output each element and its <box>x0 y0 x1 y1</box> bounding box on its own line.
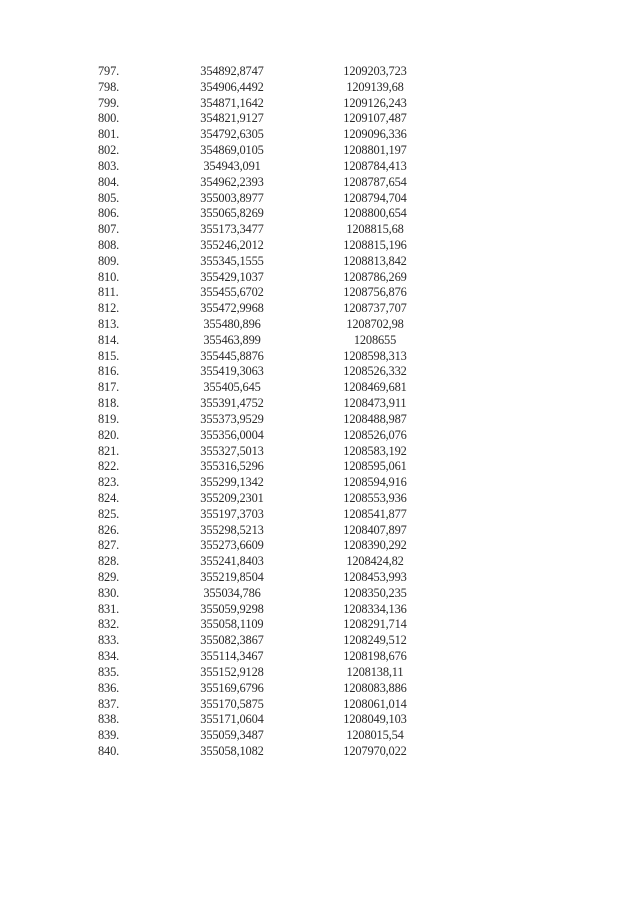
column-gap <box>272 80 334 96</box>
table-row <box>98 491 416 507</box>
x-coordinate-cell: 355345,1555 <box>200 253 264 268</box>
column-gap <box>272 238 334 254</box>
column-gap <box>272 475 334 491</box>
table-row <box>98 143 416 159</box>
y-coordinate-cell: 1208541,877 <box>343 506 407 521</box>
column-gap <box>272 159 334 175</box>
point-number-cell: 835. <box>98 664 120 679</box>
point-number-cell: 837. <box>98 696 120 711</box>
point-number-cell: 818. <box>98 396 120 411</box>
y-coordinate-cell: 1208787,654 <box>343 174 407 189</box>
x-coordinate-cell: 355059,3487 <box>200 728 264 743</box>
point-number-cell: 816. <box>98 364 120 379</box>
column-gap <box>272 222 334 238</box>
x-coordinate-cell: 355003,8977 <box>200 190 264 205</box>
column-gap <box>272 96 334 112</box>
point-number-cell: 799. <box>98 95 120 110</box>
point-number-cell: 806. <box>98 206 120 221</box>
x-coordinate-cell: 355316,5296 <box>200 459 264 474</box>
table-row <box>98 523 416 539</box>
column-gap <box>272 285 334 301</box>
column-gap <box>272 317 334 333</box>
x-coordinate-cell: 355373,9529 <box>200 411 264 426</box>
point-number-cell: 802. <box>98 143 120 158</box>
y-coordinate-cell: 1208138,11 <box>346 664 404 679</box>
table-row <box>98 570 416 586</box>
point-number-cell: 823. <box>98 475 120 490</box>
x-coordinate-cell: 355065,8269 <box>200 206 264 221</box>
point-number-cell: 808. <box>98 237 120 252</box>
table-row <box>98 507 416 523</box>
y-coordinate-cell: 1208801,197 <box>343 143 407 158</box>
point-number-cell: 811. <box>98 285 119 300</box>
point-number-cell: 798. <box>98 79 120 94</box>
table-row <box>98 602 416 618</box>
point-number-cell: 828. <box>98 554 120 569</box>
column-gap <box>272 191 334 207</box>
point-number-cell: 822. <box>98 459 120 474</box>
table-row <box>98 333 416 349</box>
x-coordinate-cell: 354906,4492 <box>200 79 264 94</box>
table-row <box>98 697 416 713</box>
point-number-cell: 832. <box>98 617 120 632</box>
y-coordinate-cell: 1208553,936 <box>343 490 407 505</box>
x-coordinate-cell: 354821,9127 <box>200 111 264 126</box>
table-row <box>98 111 416 127</box>
table-row <box>98 222 416 238</box>
x-coordinate-cell: 354871,1642 <box>200 95 264 110</box>
x-coordinate-cell: 354962,2393 <box>200 174 264 189</box>
column-gap <box>272 602 334 618</box>
x-coordinate-cell: 355082,3867 <box>200 633 264 648</box>
column-gap <box>272 206 334 222</box>
table-row <box>98 712 416 728</box>
column-gap <box>272 697 334 713</box>
table-row <box>98 96 416 112</box>
table-row <box>98 364 416 380</box>
y-coordinate-cell: 1209203,723 <box>343 64 407 78</box>
column-gap <box>272 396 334 412</box>
column-gap <box>272 143 334 159</box>
y-coordinate-cell: 1208800,654 <box>343 206 407 221</box>
table-row <box>98 159 416 175</box>
point-number-cell: 838. <box>98 712 120 727</box>
table-row <box>98 617 416 633</box>
y-coordinate-cell: 1208815,196 <box>343 237 407 252</box>
x-coordinate-cell: 354892,8747 <box>200 64 264 78</box>
y-coordinate-cell: 1208655 <box>353 332 397 347</box>
table-row <box>98 412 416 428</box>
column-gap <box>272 681 334 697</box>
point-number-cell: 840. <box>98 743 120 758</box>
table-row <box>98 270 416 286</box>
y-coordinate-cell: 1209139,68 <box>346 79 404 94</box>
y-coordinate-cell: 1208526,076 <box>343 427 407 442</box>
y-coordinate-cell: 1208702,98 <box>346 317 404 331</box>
table-row <box>98 238 416 254</box>
point-number-cell: 804. <box>98 174 120 189</box>
column-gap <box>272 270 334 286</box>
point-number-cell: 839. <box>98 728 120 743</box>
y-coordinate-cell: 1208291,714 <box>343 617 407 632</box>
point-number-cell: 803. <box>98 158 120 173</box>
x-coordinate-cell: 355197,3703 <box>200 506 264 521</box>
x-coordinate-cell: 355429,1037 <box>200 269 264 284</box>
y-coordinate-cell: 1207970,022 <box>343 743 407 758</box>
point-number-cell: 812. <box>98 301 120 316</box>
y-coordinate-cell: 1208815,68 <box>346 222 404 237</box>
y-coordinate-cell: 1208249,512 <box>343 633 407 648</box>
table-row <box>98 538 416 554</box>
column-gap <box>272 412 334 428</box>
y-coordinate-cell: 1208595,061 <box>343 459 407 474</box>
point-number-cell: 814. <box>98 332 120 347</box>
x-coordinate-cell: 355480,896 <box>203 317 261 331</box>
x-coordinate-cell: 355209,2301 <box>200 490 264 505</box>
y-coordinate-cell: 1208407,897 <box>343 522 407 537</box>
point-number-cell: 827. <box>98 538 120 553</box>
column-gap <box>272 349 334 365</box>
x-coordinate-cell: 355356,0004 <box>200 427 264 442</box>
y-coordinate-cell: 1208813,842 <box>343 253 407 268</box>
point-number-cell: 830. <box>98 585 120 600</box>
y-coordinate-cell: 1208015,54 <box>346 728 404 743</box>
x-coordinate-cell: 355219,8504 <box>200 570 264 584</box>
x-coordinate-cell: 355391,4752 <box>200 396 264 411</box>
point-number-cell: 800. <box>98 111 120 126</box>
y-coordinate-cell: 1208469,681 <box>343 380 407 395</box>
x-coordinate-cell: 355152,9128 <box>200 664 264 679</box>
table-row <box>98 428 416 444</box>
table-row <box>98 349 416 365</box>
column-gap <box>272 380 334 396</box>
table-row <box>98 80 416 96</box>
table-row <box>98 459 416 475</box>
x-coordinate-cell: 354869,0105 <box>200 143 264 158</box>
y-coordinate-cell: 1208784,413 <box>343 158 407 173</box>
coordinate-table <box>98 64 416 760</box>
x-coordinate-cell: 355405,645 <box>203 380 261 395</box>
table-row <box>98 64 416 80</box>
x-coordinate-cell: 355327,5013 <box>200 443 264 458</box>
y-coordinate-cell: 1208756,876 <box>343 285 407 300</box>
column-gap <box>272 127 334 143</box>
x-coordinate-cell: 354792,6305 <box>200 127 264 142</box>
point-number-cell: 801. <box>98 127 120 142</box>
column-gap <box>272 364 334 380</box>
point-number-cell: 834. <box>98 649 120 664</box>
y-coordinate-cell: 1208737,707 <box>343 301 407 316</box>
x-coordinate-cell: 355058,1082 <box>200 743 264 758</box>
x-coordinate-cell: 355170,5875 <box>200 696 264 711</box>
column-gap <box>272 538 334 554</box>
table-row <box>98 633 416 649</box>
column-gap <box>272 523 334 539</box>
table-row <box>98 175 416 191</box>
column-gap <box>272 744 334 760</box>
y-coordinate-cell: 1208598,313 <box>343 348 407 363</box>
x-coordinate-cell: 355298,5213 <box>200 522 264 537</box>
x-coordinate-cell: 355034,786 <box>203 585 261 600</box>
point-number-cell: 836. <box>98 680 120 695</box>
coordinate-table-body <box>98 64 416 760</box>
x-coordinate-cell: 355419,3063 <box>200 364 264 379</box>
column-gap <box>272 554 334 570</box>
point-number-cell: 831. <box>98 601 120 616</box>
column-gap <box>272 111 334 127</box>
column-gap <box>272 428 334 444</box>
x-coordinate-cell: 355171,0604 <box>200 712 264 727</box>
x-coordinate-cell: 355059,9298 <box>200 601 264 616</box>
y-coordinate-cell: 1208786,269 <box>343 269 407 284</box>
y-coordinate-cell: 1208083,886 <box>343 680 407 695</box>
x-coordinate-cell: 355445,8876 <box>200 348 264 363</box>
point-number-cell: 833. <box>98 633 120 648</box>
x-coordinate-cell: 355273,6609 <box>200 538 264 553</box>
table-row <box>98 554 416 570</box>
point-number-cell: 825. <box>98 506 120 521</box>
table-row <box>98 206 416 222</box>
point-number-cell: 797. <box>98 64 120 78</box>
table-row <box>98 475 416 491</box>
x-coordinate-cell: 355246,2012 <box>200 237 264 252</box>
point-number-cell: 829. <box>98 570 120 584</box>
column-gap <box>272 175 334 191</box>
x-coordinate-cell: 355169,6796 <box>200 680 264 695</box>
x-coordinate-cell: 355455,6702 <box>200 285 264 300</box>
column-gap <box>272 586 334 602</box>
y-coordinate-cell: 1208526,332 <box>343 364 407 379</box>
point-number-cell: 815. <box>98 348 120 363</box>
y-coordinate-cell: 1209107,487 <box>343 111 407 126</box>
y-coordinate-cell: 1208794,704 <box>343 190 407 205</box>
point-number-cell: 810. <box>98 269 120 284</box>
point-number-cell: 807. <box>98 222 120 237</box>
x-coordinate-cell: 354943,091 <box>203 158 261 173</box>
y-coordinate-cell: 1208049,103 <box>343 712 407 727</box>
column-gap <box>272 665 334 681</box>
table-row <box>98 728 416 744</box>
table-row <box>98 285 416 301</box>
point-number-cell: 820. <box>98 427 120 442</box>
point-number-cell: 813. <box>98 317 120 331</box>
table-row <box>98 127 416 143</box>
column-gap <box>272 633 334 649</box>
point-number-cell: 809. <box>98 253 120 268</box>
y-coordinate-cell: 1208334,136 <box>343 601 407 616</box>
column-gap <box>272 64 334 80</box>
table-row <box>98 380 416 396</box>
y-coordinate-cell: 1208198,676 <box>343 649 407 664</box>
table-row <box>98 301 416 317</box>
column-gap <box>272 444 334 460</box>
table-row <box>98 396 416 412</box>
table-row <box>98 586 416 602</box>
x-coordinate-cell: 355463,899 <box>203 332 261 347</box>
column-gap <box>272 333 334 349</box>
x-coordinate-cell: 355114,3467 <box>200 649 264 664</box>
column-gap <box>272 254 334 270</box>
table-row <box>98 254 416 270</box>
y-coordinate-cell: 1208488,987 <box>343 411 407 426</box>
y-coordinate-cell: 1208594,916 <box>343 475 407 490</box>
table-row <box>98 317 416 333</box>
y-coordinate-cell: 1208424,82 <box>346 554 404 569</box>
y-coordinate-cell: 1208350,235 <box>343 585 407 600</box>
table-row <box>98 444 416 460</box>
table-row <box>98 191 416 207</box>
table-row <box>98 681 416 697</box>
column-gap <box>272 728 334 744</box>
x-coordinate-cell: 355058,1109 <box>200 617 264 632</box>
column-gap <box>272 491 334 507</box>
column-gap <box>272 301 334 317</box>
column-gap <box>272 649 334 665</box>
y-coordinate-cell: 1208061,014 <box>343 696 407 711</box>
y-coordinate-cell: 1208390,292 <box>343 538 407 553</box>
x-coordinate-cell: 355472,9968 <box>200 301 264 316</box>
point-number-cell: 826. <box>98 522 120 537</box>
x-coordinate-cell: 355173,3477 <box>200 222 264 237</box>
point-number-cell: 819. <box>98 411 120 426</box>
table-row <box>98 744 416 760</box>
y-coordinate-cell: 1208473,911 <box>343 396 407 411</box>
table-row <box>98 649 416 665</box>
point-number-cell: 805. <box>98 190 120 205</box>
point-number-cell: 821. <box>98 443 120 458</box>
column-gap <box>272 507 334 523</box>
table-row <box>98 665 416 681</box>
column-gap <box>272 712 334 728</box>
point-number-cell: 817. <box>98 380 120 395</box>
point-number-cell: 824. <box>98 490 120 505</box>
x-coordinate-cell: 355241,8403 <box>200 554 264 569</box>
y-coordinate-cell: 1209126,243 <box>343 95 407 110</box>
column-gap <box>272 459 334 475</box>
x-coordinate-cell: 355299,1342 <box>200 475 264 490</box>
y-coordinate-cell: 1208583,192 <box>343 443 407 458</box>
y-coordinate-cell: 1208453,993 <box>343 570 407 584</box>
column-gap <box>272 570 334 586</box>
column-gap <box>272 617 334 633</box>
y-coordinate-cell: 1209096,336 <box>343 127 407 142</box>
